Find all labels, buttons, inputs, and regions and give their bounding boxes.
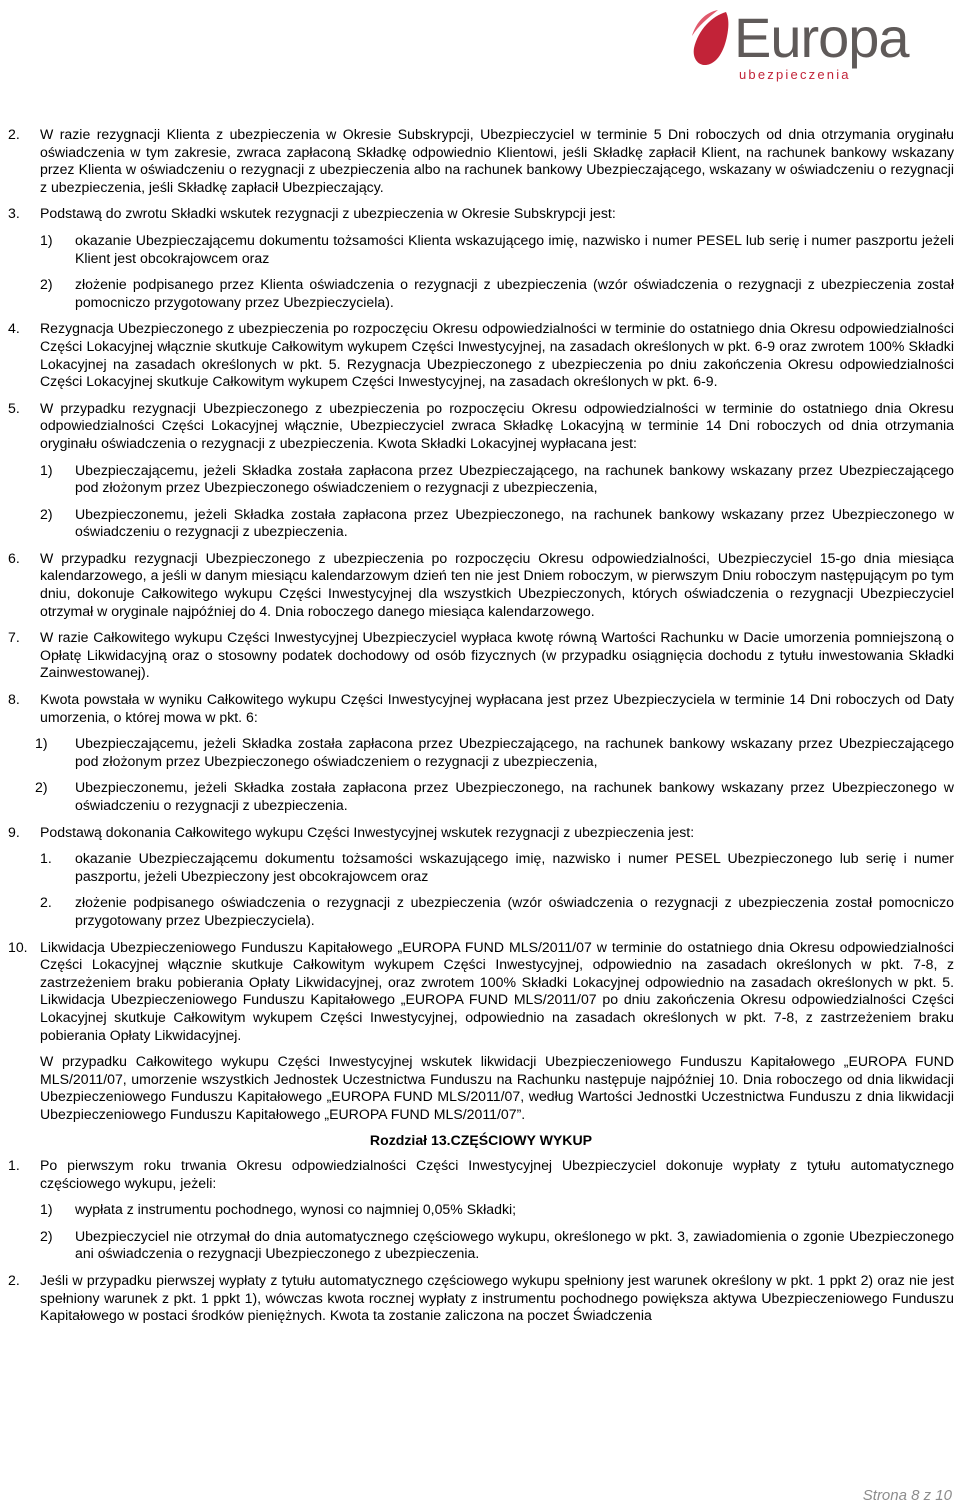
sub-item-text: okazanie Ubezpieczającemu dokumentu tożsamości wskazującego imię, nazwisko i numer PESEL Ubezpieczonego lub serię i numer paszportu, jeżeli Ubezpieczony jest obcokrajowcem oraz [75, 850, 954, 884]
sub-item-number: 2) [40, 276, 53, 293]
sub-item-number: 1. [40, 850, 52, 867]
item-text: Po pierwszym roku trwania Okresu odpowiedzialności Części Inwestycyjnej Ubezpieczyciel dokonuje wypłaty z tytułu automatycznego częściowego wykupu, jeżeli: [40, 1157, 954, 1191]
sub-item-text: Ubezpieczonemu, jeżeli Składka została zapłacona przez Ubezpieczonego, na rachunek bankowy wskazany przez Ubezpieczonego w oświadczeniu o rezygnacji z ubezpieczenia. [75, 779, 954, 813]
sub-item [8, 1201, 954, 1219]
list-item [8, 320, 954, 390]
sub-item-number: 1) [40, 1201, 53, 1218]
sub-item-number: 2) [40, 505, 53, 522]
document-body [8, 126, 954, 1334]
chapter-heading: Rozdział 13.CZĘŚCIOWY WYKUP [369, 1131, 593, 1148]
item-text: Podstawą dokonania Całkowitego wykupu Części Inwestycyjnej wskutek rezygnacji z ubezpieczenia jest: [40, 823, 695, 840]
sub-item-text: złożenie podpisanego przez Klienta oświadczenia o rezygnacji z ubezpieczenia (wzór oświadczenia o rezygnacji z ubezpieczenia został pomocniczo przygotowany przez Ubezpieczyciela). [75, 276, 954, 310]
item-text: W razie rezygnacji Klienta z ubezpieczenia w Okresie Subskrypcji, Ubezpieczyciel w terminie 5 Dni roboczych od dnia otrzymania oryginału oświadczenia w tym zakresie, zwraca zapłaconą Składkę odpowiednio Klientowi, jeśli Składkę zapłacił Klient, na rachunek bankowy wskazany przez Klienta w oświadczeniu o rezygnacji z ubezpieczenia albo na rachunek bankowy Ubezpieczającego, wskazany w oświadczeniu o rezygnacji z ubezpieczenia, jeśli Składkę zapłacił Ubezpieczający. [40, 126, 954, 195]
item-number: 2. [8, 126, 20, 142]
sub-item-text: złożenie podpisanego oświadczenia o rezygnacji z ubezpieczenia (wzór oświadczenia o rezygnacji z ubezpieczenia został pomocniczo przygotowany przez Ubezpieczyciela). [75, 894, 954, 928]
item-text: W przypadku rezygnacji Ubezpieczonego z ubezpieczenia po rozpoczęciu Okresu odpowiedzialności, Ubezpieczyciel 15-go dnia miesiąca kalendarzowego, a jeśli w danym miesiącu kalendarzowym dzień ten nie jest Dniem roboczym, w pierwszym Dniu roboczym następującym po tym dniu, dokonuje Całkowitego wykupu Części Inwestycyjnej dla wszystkich Ubezpieczonych, których oświadczenia o rezygnacji Ubezpieczyciel otrzymał w oryginale najpóźniej do 4. Dnia roboczego danego miesiąca kalendarzowego. [40, 549, 954, 619]
sub-item [8, 735, 954, 770]
sub-item [8, 506, 954, 541]
list-item [8, 1272, 954, 1325]
item-text: Kwota powstała w wyniku Całkowitego wykupu Części Inwestycyjnej wypłacana jest przez Ubezpieczyciela w terminie 14 Dni roboczych od Daty umorzenia, o której mowa w pkt. 6: [40, 691, 954, 725]
item-number: 10. [8, 938, 28, 955]
sub-item [8, 232, 954, 267]
sub-item [8, 462, 954, 497]
item-text: W razie Całkowitego wykupu Części Inwestycyjnej Ubezpieczyciel wypłaca kwotę równą Wartości Rachunku w Dacie umorzenia pomniejszoną o Opłatę Likwidacyjną oraz o stosowny podatek dochodowy od osób fizycznych (w przypadku osiągnięcia dochodu z tytułu inwestowania Składki Zainwestowanej). [40, 629, 954, 681]
sub-item-text: Ubezpieczyciel nie otrzymał do dnia automatycznego częściowego wykupu, określonego w pkt. 3, zawiadomienia o zgonie Ubezpieczonego ani oświadczenia o rezygnacji Ubezpieczonego z ubezpieczenia. [75, 1227, 954, 1262]
item-text: W przypadku rezygnacji Ubezpieczonego z ubezpieczenia po rozpoczęciu Okresu odpowiedzialności w terminie do ostatniego dnia Okresu odpowiedzialności Części Lokacyjnej włącznie, Ubezpieczyciel zwraca Składkę Lokacyjną w terminie 14 Dni roboczych od dnia otrzymania oryginału oświadczenia o rezygnacji z ubezpieczenia. Kwota Składki Lokacyjnej wypłacana jest: [40, 399, 954, 451]
sub-item-number: 1) [40, 231, 53, 248]
section-13-list [8, 1157, 954, 1325]
sub-item-number: 2) [35, 779, 48, 796]
europa-leaf-icon [676, 8, 736, 82]
sub-item [8, 850, 954, 885]
item-number: 1. [8, 1157, 20, 1174]
sub-item-number: 1) [35, 735, 48, 752]
item-number: 9. [8, 823, 20, 840]
sub-item-text: Ubezpieczającemu, jeżeli Składka została zapłacona przez Ubezpieczającego, na rachunek bankowy wskazany przez Ubezpieczającego pod złożonym przez Ubezpieczonego oświadczeniem o rezygnacji z ubezpieczenia, [75, 461, 954, 496]
item-text: Rezygnacja Ubezpieczonego z ubezpieczenia po rozpoczęciu Okresu odpowiedzialności w terminie do ostatniego dnia Okresu odpowiedzialności Części Lokacyjnej włącznie skutkuje Całkowitym wykupem Części Inwestycyjnej, na zasadach określonych w pkt. 6-9 oraz zwrotem 100% Składki Lokacyjnej na zasadach określonych w pkt. 5. Rezygnacja Ubezpieczonego z ubezpieczenia po dniu zakończenia Okresu odpowiedzialności Części Lokacyjnej skutkuje Całkowitym wykupem Części Inwestycyjnej, na zasadach określonych w pkt. 6-9. [40, 320, 954, 390]
sub-item-text: Ubezpieczonemu, jeżeli Składka została zapłacona przez Ubezpieczonego, na rachunek bankowy wskazany przez Ubezpieczonego w oświadczeniu o rezygnacji z ubezpieczenia. [75, 505, 954, 540]
item-number: 2. [8, 1272, 20, 1289]
logo-subtitle: ubezpieczenia [739, 67, 851, 82]
list-item [8, 691, 954, 726]
sub-item-number: 1) [40, 461, 53, 478]
logo-word: Europa [734, 6, 909, 69]
item-text: Podstawą do zwrotu Składki wskutek rezygnacji z ubezpieczenia w Okresie Subskrypcji jest: [40, 205, 616, 222]
sub-item-text: Ubezpieczającemu, jeżeli Składka została zapłacona przez Ubezpieczającego, na rachunek bankowy wskazany przez Ubezpieczającego pod złożonym przez Ubezpieczonego oświadczeniem o rezygnacji z ubezpieczenia, [75, 735, 954, 769]
item-number: 4. [8, 320, 20, 337]
sub-item-text: okazanie Ubezpieczającemu dokumentu tożsamości Klienta wskazującego imię, nazwisko i numer PESEL lub serię i numer paszportu jeżeli Klient jest obcokrajowcem oraz [75, 231, 954, 266]
item-number: 3. [8, 205, 20, 222]
list-item [8, 629, 954, 682]
sub-item-number: 2. [40, 894, 52, 911]
item-number: 8. [8, 691, 20, 708]
list-item [8, 1157, 954, 1192]
page-number: Strona 8 z 10 [862, 1487, 952, 1504]
list-item [8, 400, 954, 453]
sub-item-text: wypłata z instrumentu pochodnego, wynosi co najmniej 0,05% Składki; [75, 1201, 517, 1218]
item-number: 7. [8, 629, 20, 646]
list-item [8, 205, 954, 223]
list-item [8, 824, 954, 842]
sub-item [8, 1228, 954, 1263]
sub-item [8, 276, 954, 311]
item-text: Jeśli w przypadku pierwszej wypłaty z tytułu automatycznego częściowego wykupu spełniony jest warunek określony w pkt. 1 ppkt 2) oraz nie jest spełniony warunek z pkt. 1 ppkt 1), wówczas kwota rocznej wypłaty z instrumentu pochodnego powiększa aktywa Ubezpieczeniowego Funduszu Kapitałowego w postaci środków pieniężnych. Kwota ta zostanie zaliczona na poczet Świadczenia [40, 1272, 954, 1324]
list-item [8, 550, 954, 620]
sub-item-number: 2) [40, 1227, 53, 1244]
section-12-list [8, 126, 954, 1124]
list-item [8, 126, 954, 196]
sub-item [8, 779, 954, 814]
list-item [8, 939, 954, 1045]
sub-item [8, 894, 954, 929]
item-text: Likwidacja Ubezpieczeniowego Funduszu Kapitałowego „EUROPA FUND MLS/2011/07 w terminie do ostatniego dnia Okresu odpowiedzialności Części Lokacyjnej włącznie skutkuje Całkowitym wykupem Części Inwestycyjnej, odpowiednio na zasadach określonych w pkt. 7-8, z zastrzeżeniem braku pobierania Opłaty Likwidacyjnej, oraz zwrotem 100% Składki Lokacyjnej odpowiednio na zasadach określonych w pkt. 5. Likwidacja Ubezpieczeniowego Funduszu Kapitałowego „EUROPA FUND MLS/2011/07 po dniu zakończenia Okresu odpowiedzialności Części Lokacyjnej skutkuje Całkowitym wykupem Części Inwestycyjnej, odpowiednio na zasadach określonych w pkt. 7-8, z zastrzeżeniem braku pobierania Opłaty Likwidacyjnej. [40, 938, 954, 1043]
item-number: 5. [8, 399, 20, 416]
item-paragraph: W przypadku Całkowitego wykupu Części Inwestycyjnej wskutek likwidacji Ubezpieczeniowego Funduszu Kapitałowego „EUROPA FUND MLS/2011/07, umorzenie wszystkich Jednostek Uczestnictwa Funduszu na Rachunku następuje najpóźniej 10. Dnia roboczego od dnia likwidacji Ubezpieczeniowego Funduszu Kapitałowego „EUROPA FUND MLS/2011/07, według Wartości Jednostki Uczestnictwa Funduszu z dnia likwidacji Ubezpieczeniowego Funduszu Kapitałowego „EUROPA FUND MLS/2011/07”. [40, 1053, 954, 1122]
item-number: 6. [8, 549, 20, 566]
europa-logo [676, 8, 956, 82]
